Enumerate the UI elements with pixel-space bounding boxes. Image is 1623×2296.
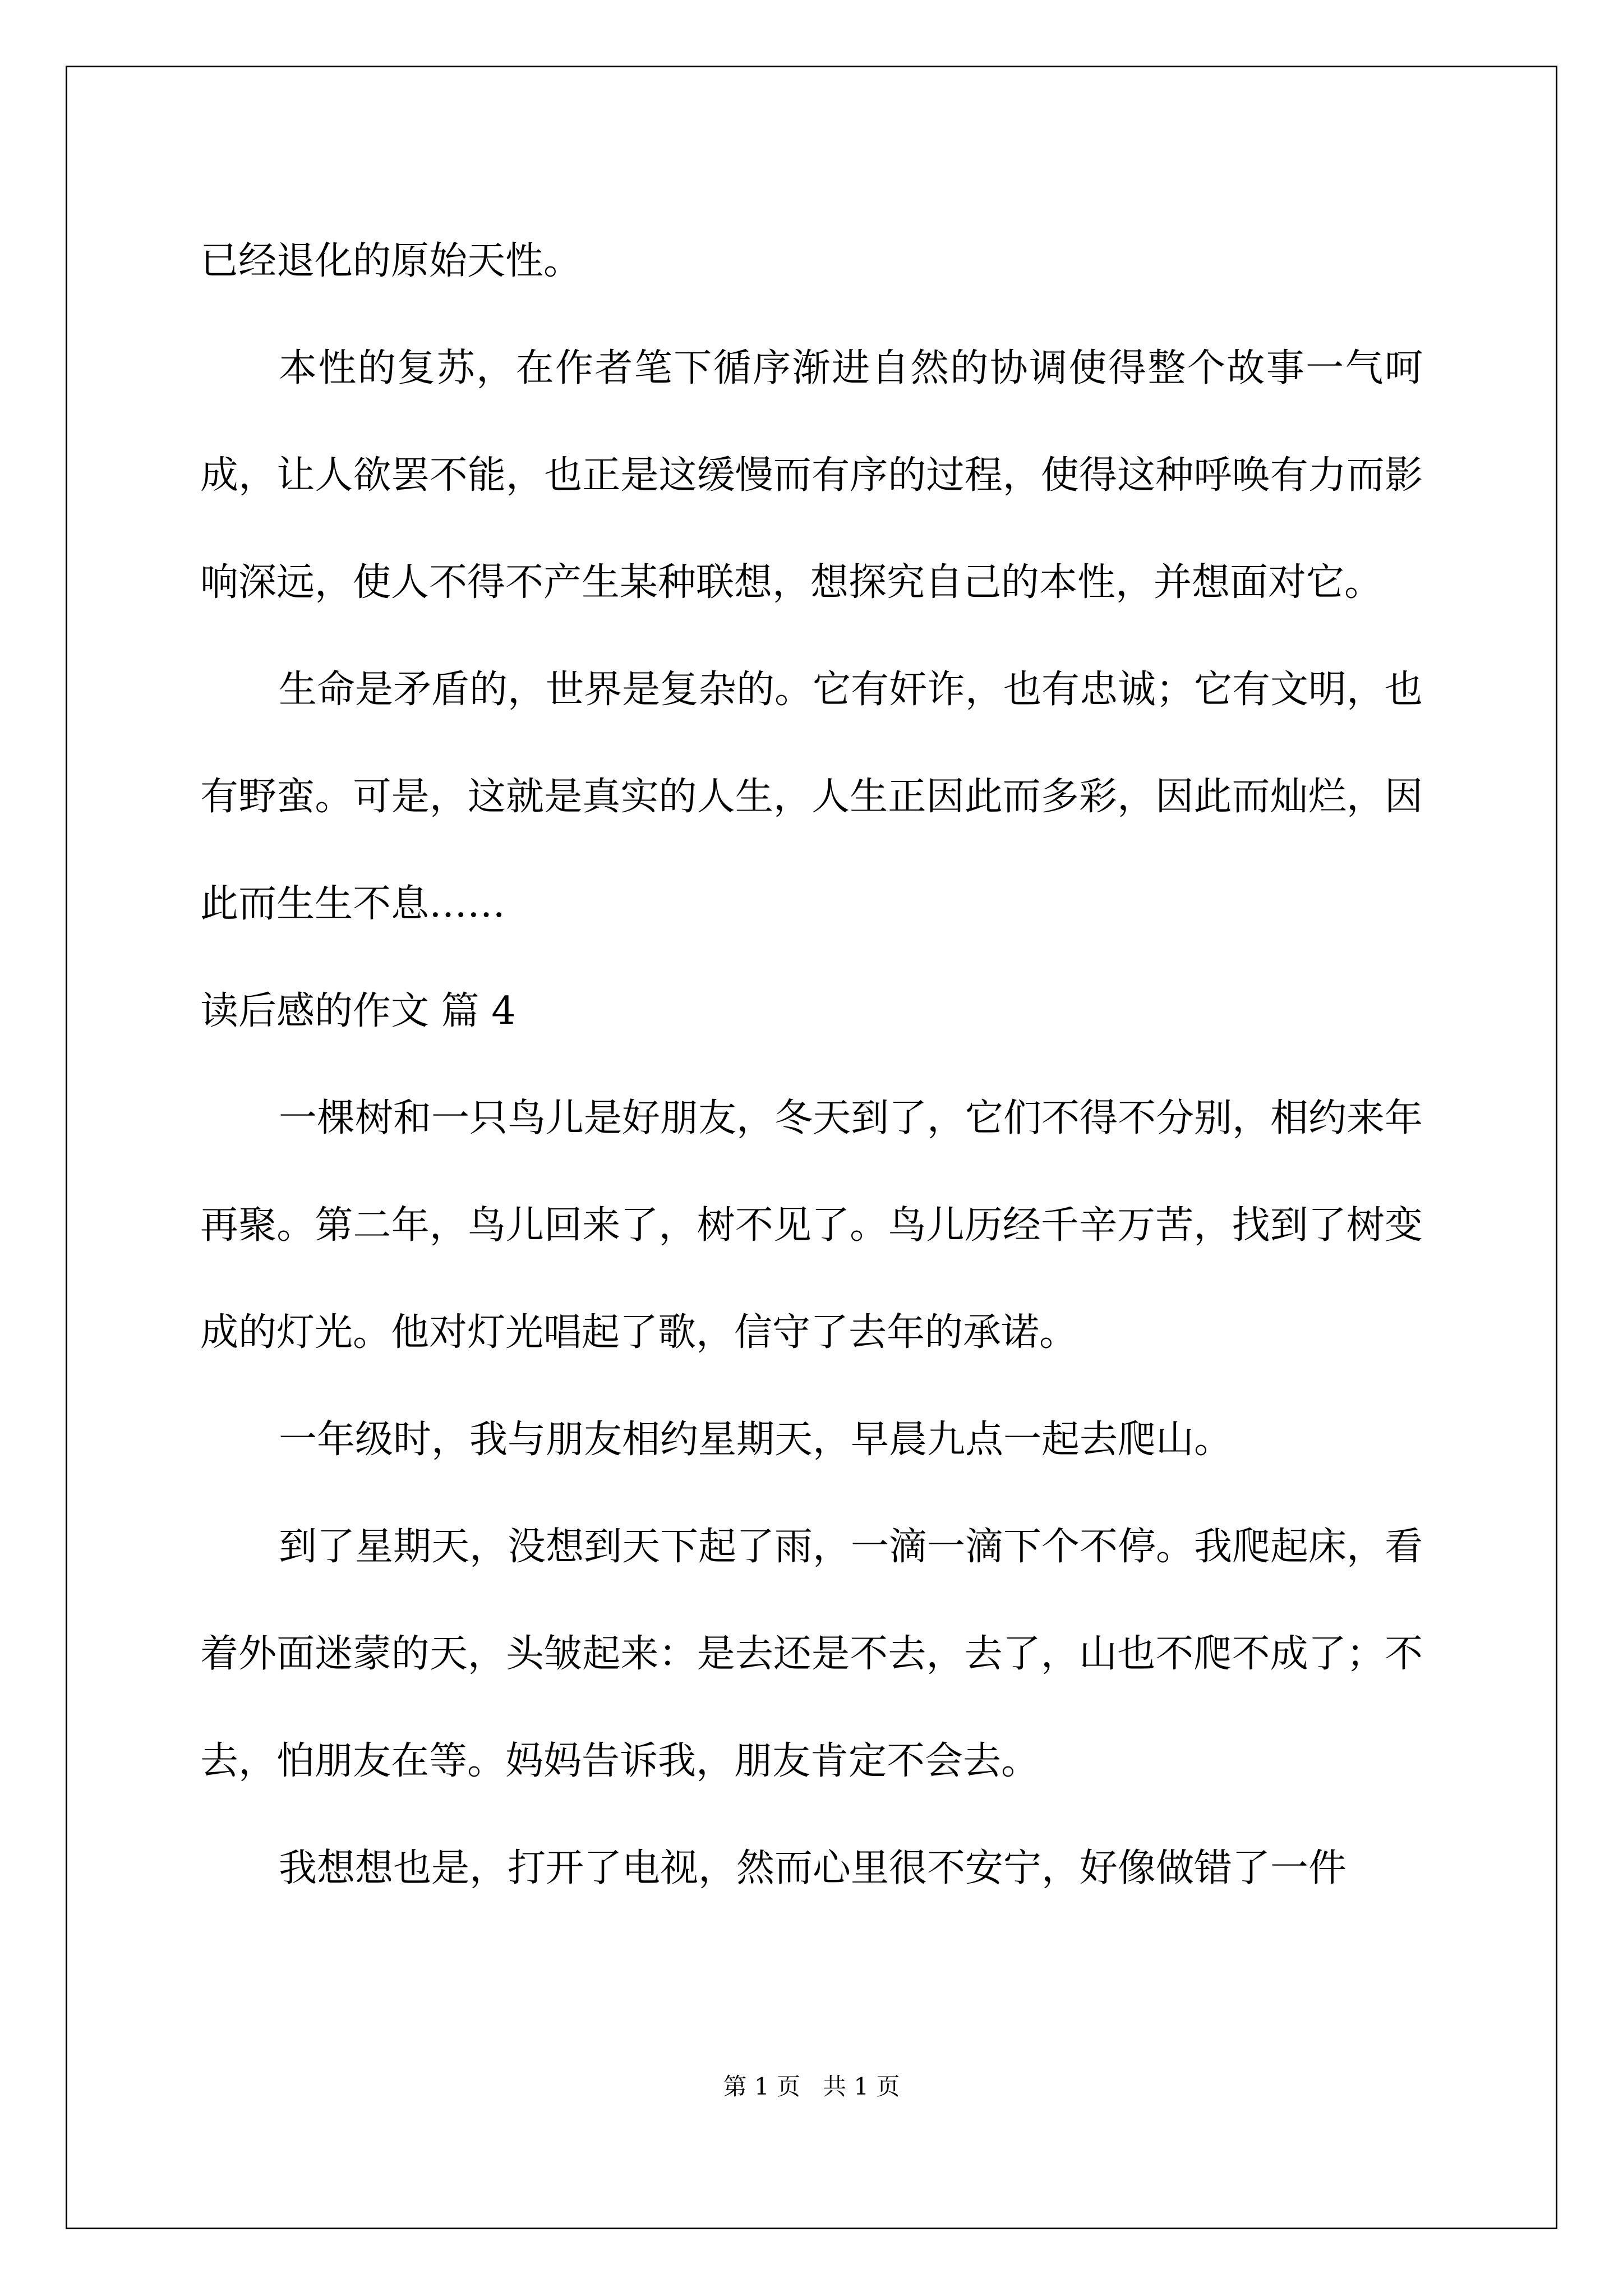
paragraph: 我想想也是，打开了电视，然而心里很不安宁，好像做错了一件 <box>279 1846 1347 1890</box>
paragraph: 已经退化的原始天性。 <box>200 239 582 283</box>
paragraph: 生命是矛盾的，世界是复杂的。它有奸诈，也有忠诚；它有文明，也有野蛮。可是，这就是真实的人生，人生正因此而多彩，因此而灿烂，因此而生生不息…… <box>200 668 1423 926</box>
document-body <box>200 208 1423 1922</box>
paragraph: 一棵树和一只鸟儿是好朋友，冬天到了，它们不得不分别，相约来年再聚。第二年，鸟儿回来了，树不见了。鸟儿历经千辛万苦，找到了树变成的灯光。他对灯光唱起了歌，信守了去年的承诺。 <box>200 1096 1423 1355</box>
paragraph: 本性的复苏，在作者笔下循序渐进自然的协调使得整个故事一气呵成，让人欲罢不能，也正是这缓慢而有序的过程，使得这种呼唤有力而影响深远，使人不得不产生某种联想，想探究自己的本性，并想面对它。 <box>200 346 1423 605</box>
paragraph: 一年级时，我与朋友相约星期天，早晨九点一起去爬山。 <box>279 1418 1233 1462</box>
section-heading: 读后感的作文 篇 4 <box>200 989 516 1033</box>
page-footer: 第 1 页 共 1 页 <box>723 2073 900 2100</box>
paragraph: 到了星期天，没想到天下起了雨，一滴一滴下个不停。我爬起床，看着外面迷蒙的天，头皱起来：是去还是不去，去了，山也不爬不成了；不去，怕朋友在等。妈妈告诉我，朋友肯定不会去。 <box>200 1525 1423 1783</box>
